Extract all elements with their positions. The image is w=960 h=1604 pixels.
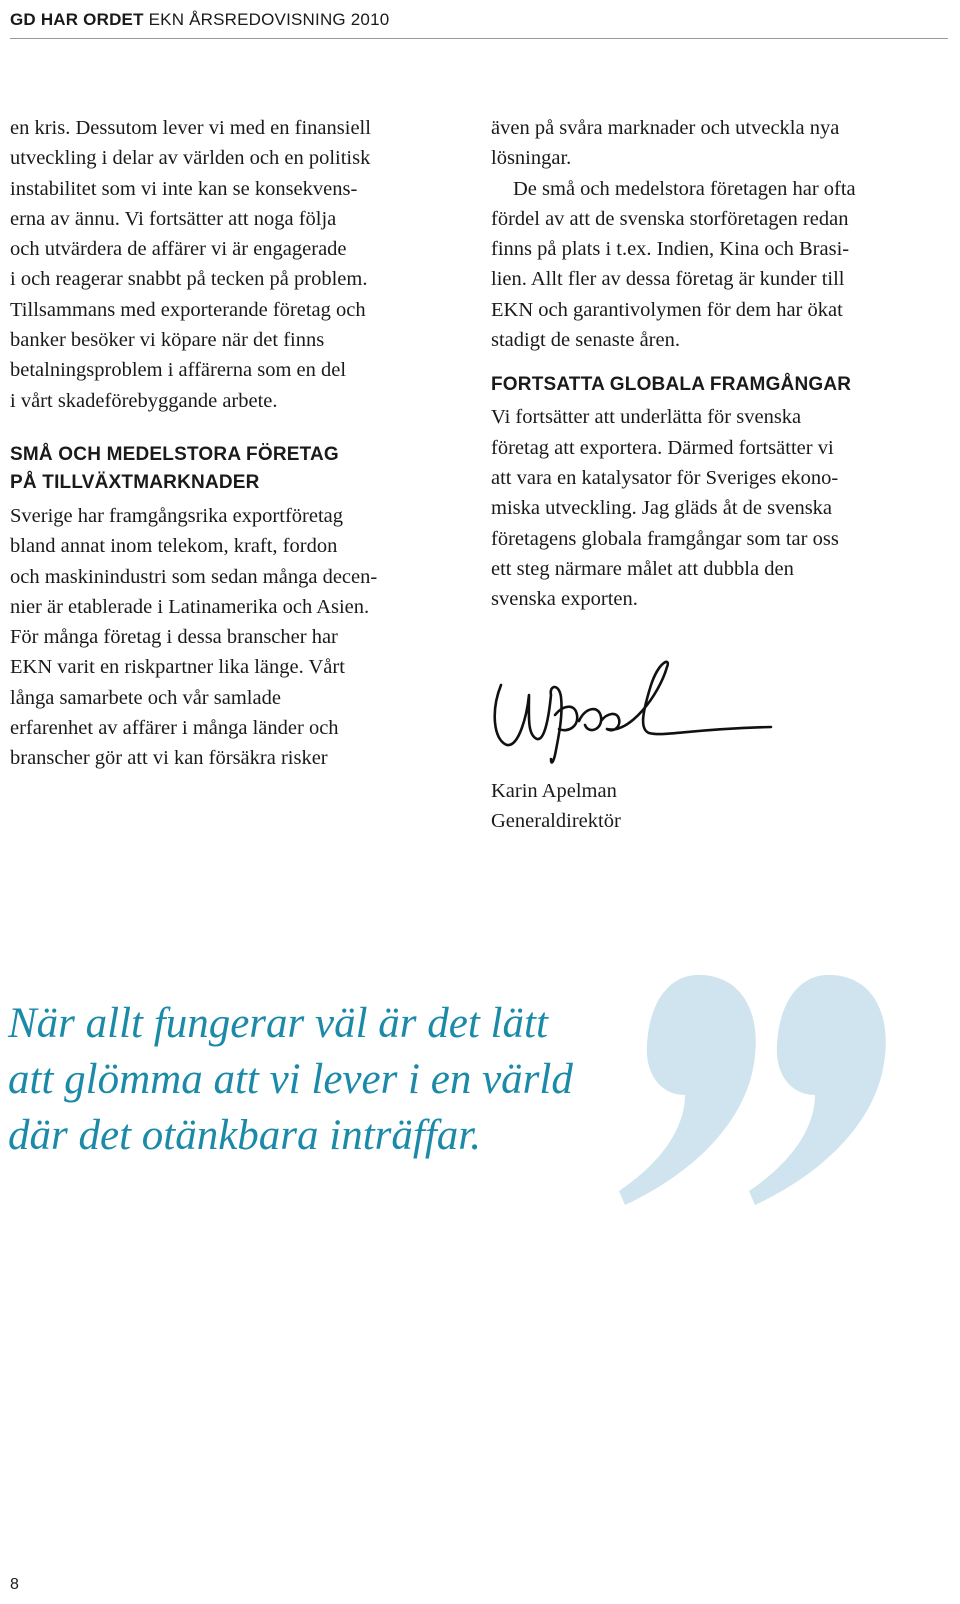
header-title: EKN ÅRSREDOVISNING 2010 xyxy=(143,10,390,29)
running-header xyxy=(10,6,948,39)
text-line: betalningsproblem i affärerna som en del xyxy=(10,359,347,382)
text-line: EKN varit en riskpartner lika länge. Vårt xyxy=(10,656,345,679)
section-heading-sma-foretag xyxy=(10,441,480,497)
text-line: lien. Allt fler av dessa företag är kunder till xyxy=(491,268,845,291)
text-line: För många företag i dessa branscher har xyxy=(10,626,338,649)
text-line: finns på plats i t.ex. Indien, Kina och Brasi- xyxy=(491,238,850,261)
quote-line: där det otänkbara inträffar. xyxy=(8,1112,482,1159)
right-paragraph-1 xyxy=(491,113,941,174)
text-line: företagens globala framgångar som tar oss xyxy=(491,527,839,550)
right-paragraph-2 xyxy=(491,174,941,356)
left-paragraph-1 xyxy=(10,113,480,416)
text-line: långa samarbete och vår samlade xyxy=(10,686,281,709)
text-line: utveckling i delar av världen och en politisk xyxy=(10,147,371,170)
text-line: en kris. Dessutom lever vi med en finansiell xyxy=(10,117,371,139)
text-line: lösningar. xyxy=(491,147,572,170)
text-line: Vi fortsätter att underlätta för svenska xyxy=(491,406,802,429)
signatory-name: Karin Apelman xyxy=(491,780,617,802)
text-line: att vara en katalysator för Sveriges ekono- xyxy=(491,466,839,489)
text-line: svenska exporten. xyxy=(491,588,638,611)
text-line: i vårt skadeförebyggande arbete. xyxy=(10,389,278,412)
text-line: banker besöker vi köpare när det finns xyxy=(10,329,325,352)
signatory xyxy=(491,776,621,837)
text-line: i och reagerar snabbt på tecken på problem. xyxy=(10,268,368,291)
signature-image xyxy=(489,655,779,775)
signatory-title: Generaldirektör xyxy=(491,810,621,833)
text-line: bland annat inom telekom, kraft, fordon xyxy=(10,535,338,558)
text-line: instabilitet som vi inte kan se konsekvens- xyxy=(10,177,358,200)
text-line: även på svåra marknader och utveckla nya xyxy=(491,117,840,139)
text-line: Sverige har framgångsrika exportföretag xyxy=(10,504,343,527)
text-line: företag att exportera. Därmed fortsätter vi xyxy=(491,436,834,459)
left-paragraph-2 xyxy=(10,501,480,774)
section-heading-globala-framgangar: FORTSATTA GLOBALA FRAMGÅNGAR xyxy=(491,374,852,396)
text-line: och utvärdera de affärer vi är engagerade xyxy=(10,238,347,261)
page-number: 8 xyxy=(10,1576,19,1593)
text-line: erfarenhet av affärer i många länder och xyxy=(10,717,339,740)
right-column xyxy=(491,113,941,614)
text-line: nier är etablerade i Latinamerika och Asien. xyxy=(10,595,370,618)
text-line: Tillsammans med exporterande företag och xyxy=(10,298,366,321)
header-section: GD HAR ORDET xyxy=(10,10,144,29)
text-line: miska utveckling. Jag gläds åt de svenska xyxy=(491,497,833,520)
text-line: stadigt de senaste åren. xyxy=(491,329,680,352)
quote-line: När allt fungerar väl är det lätt xyxy=(8,1000,548,1047)
text-line: erna av ännu. Vi fortsätter att noga följa xyxy=(10,207,337,230)
text-line: och maskinindustri som sedan många decen- xyxy=(10,565,378,588)
text-line: EKN och garantivolymen för dem har ökat xyxy=(491,298,843,321)
quote-line: att glömma att vi lever i en värld xyxy=(8,1056,573,1103)
text-line: De små och medelstora företagen har ofta xyxy=(513,177,856,200)
right-paragraph-3 xyxy=(491,402,941,614)
heading-line: SMÅ OCH MEDELSTORA FÖRETAG xyxy=(10,443,339,465)
left-column xyxy=(10,113,480,774)
text-line: ett steg närmare målet att dubbla den xyxy=(491,557,794,580)
text-line: fördel av att de svenska storföretagen redan xyxy=(491,207,849,230)
text-line: branscher gör att vi kan försäkra risker xyxy=(10,747,328,770)
pull-quote xyxy=(8,996,728,1164)
heading-line: PÅ TILLVÄXTMARKNADER xyxy=(10,471,260,493)
